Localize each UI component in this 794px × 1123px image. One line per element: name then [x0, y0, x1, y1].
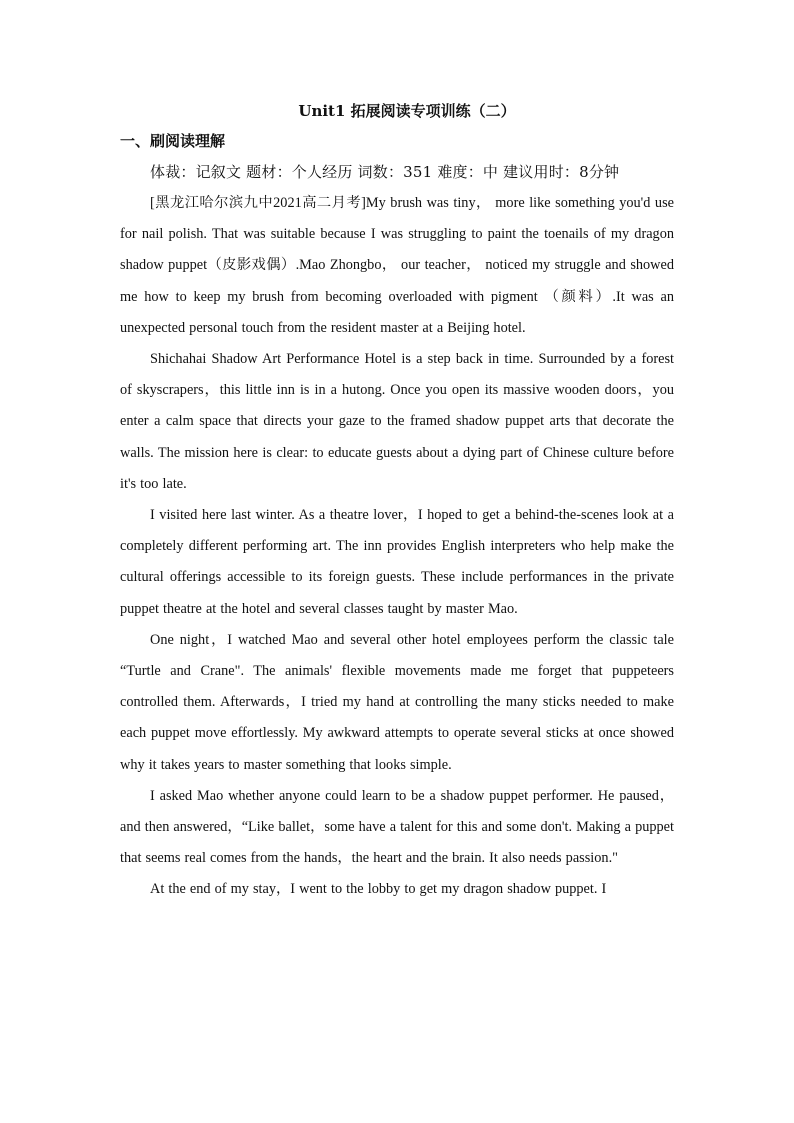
passage-paragraph-6: At the end of my stay，I went to the lobby to get my dragon shadow puppet. I: [150, 881, 607, 898]
passage-paragraph-4: One night，I watched Mao and several other hotel employees perform the classic tale “Turtle and Crane". The animals' flexible movements made me forget that puppeteers controlled them. Afterwards，I tried my hand at controlling the many sticks needed to make each puppet move effortlessly. My awkward attempts to operate several sticks at once showed why it takes years to master something that looks simple.: [120, 631, 674, 773]
document-title: Unit1 拓展阅读专项训练（二）: [298, 102, 516, 120]
passage-paragraph-2: Shichahai Shadow Art Performance Hotel is a step back in time. Surrounded by a forest of skyscrapers，this little inn is in a hutong. Once you open its massive wooden doors，you enter a calm space that directs your gaze to the framed shadow puppet arts that decorate the walls. The mission here is clear: to educate guests about a dying part of Chinese culture before it's too late.: [120, 351, 674, 492]
passage-paragraph-1: [黑龙江哈尔滨九中2021高二月考]My brush was tiny， more like something you'd use for nail polish. That was suitable because I was struggling to paint the toenails of my dragon shadow puppet（皮影戏偶）.Mao Zhongbo， our teacher， noticed my struggle and showed me how to keep my brush from becoming overloaded with pigment （颜料）.It was an unexpected personal touch from the resident master at a Beijing hotel.: [120, 195, 674, 336]
document-page: [120, 96, 674, 906]
section-heading: 一、刷阅读理解: [120, 132, 226, 150]
passage-paragraph-5: I asked Mao whether anyone could learn to be a shadow puppet performer. He paused， and then answered，“Like ballet，some have a talent for this and some don't. Making a puppet that seems real comes from the hands，the heart and the brain. It also needs passion.": [120, 787, 674, 867]
passage-meta-info: 体裁：记叙文 题材：个人经历 词数：351 难度：中 建议用时：8分钟: [150, 163, 620, 181]
passage-paragraph-3: I visited here last winter. As a theatre lover，I hoped to get a behind-the-scenes look at a completely different performing art. The inn provides English interpreters who help make the cultural offerings accessible to its foreign guests. These include performances in the private puppet theatre at the hotel and several classes taught by master Mao.: [120, 507, 674, 617]
